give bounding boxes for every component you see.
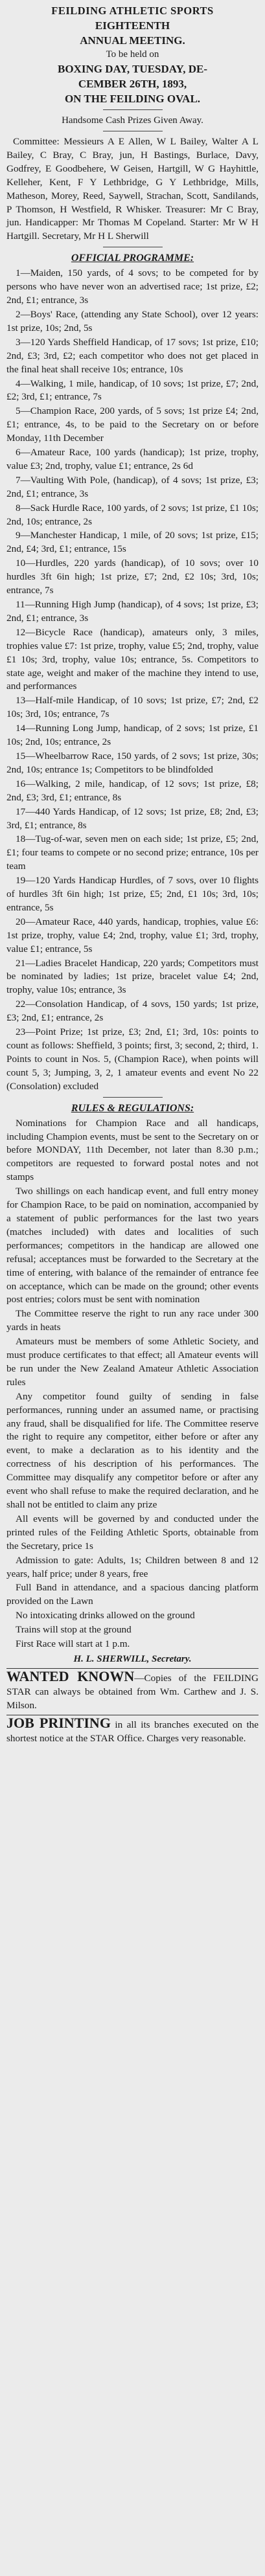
venue-line: ON THE FEILDING OVAL.: [64, 93, 201, 105]
rule-paragraph: Nominations for Champion Race and all handicaps, including Champion events, must be sent to the Secretary on or before MONDAY, 11th December, not later than 8.30 p.m.; competitors are requested to forward postal notes and not stamps: [6, 1117, 259, 1183]
prizes-line: Handsome Cash Prizes Given Away.: [62, 115, 203, 126]
rule-paragraph: Any competitor found guilty of sending in false performances, running under an assumed name, or practising any fraud, shall be disqualified for life. The Committee reserve the right to require any competitor, either before or after any event, to make a declaration as to his identity and the correctness of his description of his performances. The Committee may disqualify any competitor before or after any event who shall refuse to make the required declaration, and he shall not be entitled to claim any prize: [6, 1390, 259, 1510]
rule-paragraph: Two shillings on each handicap event, and full entry money for Champion Race, to be paid on nomination, accompanied by a statement of public performances for the last two years (matches included) with dates and localities of such performances; competitors in the handicap are allowed one refusal; acceptances must be forwarded to the Secretary at the time of entering, with balance of the remainder of entrance fee on acceptance, which can be made on the ground; other events post entries; colors must be sent with nomination: [6, 1186, 259, 1305]
rule-paragraph: Full Band in attendance, and a spacious dancing platform provided on the Lawn: [6, 1582, 259, 1607]
rule-paragraph: The Committee reserve the right to run any race under 300 yards in heats: [6, 1308, 259, 1333]
programme-event: 5—Champion Race, 200 yards, of 5 sovs; 1st prize £4; 2nd, £1; entrance, 4s, to be paid to the Secretary on or before Monday, 11th December: [6, 405, 259, 444]
advert-subhead-2: ANNUAL MEETING.: [80, 34, 185, 47]
programme-event: 9—Manchester Handicap, 1 mile, of 20 sovs; 1st prize, £15; 2nd, £4; 3rd, £1; entrance, 15s: [6, 530, 259, 555]
rule-paragraph: Trains will stop at the ground: [16, 1624, 132, 1636]
programme-event: 12—Bicycle Race (handicap), amateurs only, 3 miles, trophies value £7: 1st prize, trophy, value £5; 2nd, trophy, value £1 10s; 3rd, trophy, value 10s; entrance, 5s. Competitors to state age, weight and maker of the machine they intend to use, and performances: [6, 626, 259, 692]
rule-paragraph: All events will be governed by and conducted under the printed rules of the Feilding Athletic Sports, obtainable from the Secretary, price 1s: [6, 1513, 259, 1552]
divider: [103, 1097, 163, 1098]
programme-event: 21—Ladies Bracelet Handicap, 220 yards; Competitors must be nominated by ladies; 1st prize, bracelet value £4; 2nd, trophy, value 10s; entrance, 3s: [6, 957, 259, 996]
rule-paragraph: First Race will start at 1 p.m.: [16, 1638, 130, 1650]
programme-event: 17—440 Yards Handicap, of 12 sovs; 1st prize, £8; 2nd, £3; 3rd, £1; entrance, 8s: [6, 806, 259, 831]
programme-event: 11—Running High Jump (handicap), of 4 sovs; 1st prize, £3; 2nd, £1; entrance, 3s: [6, 599, 259, 624]
programme-event: 3—120 Yards Sheffield Handicap, of 17 sovs; 1st prize, £10; 2nd, £3; 3rd, £2; each competitor who does not get placed in the final heat shall receive 10s; entrance, 10s: [6, 336, 259, 375]
job-printing-advert: [6, 1715, 259, 1746]
wanted-known-lead: WANTED KNOWN: [6, 1667, 135, 1684]
rule-paragraph: Amateurs must be members of some Athletic Society, and must produce certificates to that effect; all Amateur events will be run under the New Zealand Amateur Athletic Association rules: [6, 1336, 259, 1388]
programme-event: 2—Boys' Race, (attending any State School), over 12 years: 1st prize, 10s; 2nd, 5s: [6, 308, 259, 333]
programme-event: 20—Amateur Race, 440 yards, handicap, trophies, value £6: 1st prize, trophy, value £4; 2nd, trophy, value £1; 3rd, trophy, value £1; entrance, 5s: [6, 916, 259, 955]
programme-event: 1—Maiden, 150 yards, of 4 sovs; to be competed for by persons who have never won an advertised race; 1st prize, £2; 2nd, £1; entrance, 3s: [6, 267, 259, 306]
programme-event: 4—Walking, 1 mile, handicap, of 10 sovs; 1st prize, £7; 2nd, £2; 3rd, £1; entrance, 7s: [6, 378, 259, 403]
programme-event: 22—Consolation Handicap, of 4 sovs, 150 yards; 1st prize, £3; 2nd, £1; entrance, 2s: [6, 999, 259, 1024]
programme-list: [6, 267, 259, 1093]
date-line-1: BOXING DAY, TUESDAY, DE-: [57, 63, 207, 75]
programme-event: 14—Running Long Jump, handicap, of 2 sovs; 1st prize, £1 10s; 2nd, 10s; entrance, 2s: [6, 723, 259, 748]
programme-event: 6—Amateur Race, 100 yards (handicap); 1st prize, trophy, value £3; 2nd, trophy, value £1; entrance, 2s 6d: [6, 447, 259, 471]
programme-event: 10—Hurdles, 220 yards (handicap), of 10 sovs; over 10 hurdles 3ft 6in high; 1st prize, £7; 2nd, £2 10s; 3rd, 10s; entrance, 7s: [6, 558, 259, 596]
rules-list: [6, 1117, 259, 1651]
advert-subhead-1: EIGHTEENTH: [95, 19, 170, 32]
job-printing-text: in all its branches executed on the shortest notice at the STAR Office. Charges very reasonable.: [6, 1719, 259, 1744]
programme-event: 13—Half-mile Handicap, of 10 sovs; 1st prize, £7; 2nd, £2 10s; 3rd, 10s; entrance, 7s: [6, 695, 259, 720]
rule-paragraph: Admission to gate: Adults, 1s; Children between 8 and 12 years, half price; under 8 years, free: [6, 1554, 259, 1579]
programme-event: 19—120 Yards Handicap Hurdles, of 7 sovs, over 10 flights of hurdles 3ft 6in high; 1st prize, £5; 2nd, £1 10s; 3rd, 10s; entrance, 5s: [6, 875, 259, 913]
job-printing-lead: JOB PRINTING: [6, 1714, 111, 1731]
divider: [103, 109, 163, 110]
wanted-known-advert: [6, 1668, 259, 1713]
programme-event: 7—Vaulting With Pole, (handicap), of 4 sovs; 1st prize, £3; 2nd, £1; entrance, 3s: [6, 474, 259, 499]
programme-event: 18—Tug-of-war, seven men on each side; 1st prize, £5; 2nd, £1; four teams to compete or no second prize; entrance, 10s per team: [6, 833, 259, 872]
programme-event: 15—Wheelbarrow Race, 150 yards, of 2 sovs; 1st prize, 30s; 2nd, 10s; entrance 1s; Competitors to be blindfolded: [6, 750, 259, 775]
committee-paragraph: Committee: Messieurs A E Allen, W L Bailey, Walter A L Bailey, C Bray, C Bray, jun, H Bastings, Burlace, Davy, Godfrey, E Goodbehere, W Geisen, Hartgill, W G Hayhittle, Kelleher, Kent, F Y Lethbridge, G Y Lethbridge, Mills, Matheson, Morey, Reed, Saywell, Strachan, Scott, Sandilands, P Thomson, H Westfield, R Whisker. Treasurer: Mr C Bray, jun. Handicapper: Mr Thomas M Copeland. Starter: Mr W H Hartgill. Secretary, Mr H L Sherwill: [6, 136, 259, 242]
rule-paragraph: No intoxicating drinks allowed on the ground: [16, 1610, 195, 1621]
secretary-signature: H. L. SHERWILL, Secretary.: [73, 1653, 192, 1664]
wanted-known-text: —Copies of the FEILDING STAR can always be obtained from Wm. Carthew and J. S. Milson.: [6, 1672, 259, 1711]
advert-headline: FEILDING ATHLETIC SPORTS: [51, 5, 214, 17]
programme-event: 8—Sack Hurdle Race, 100 yards, of 2 sovs; 1st prize, £1 10s; 2nd, 10s; entrance, 2s: [6, 502, 259, 527]
to-be-held-line: To be held on: [106, 49, 159, 60]
programme-event: 23—Point Prize; 1st prize, £3; 2nd, £1; 3rd, 10s: points to count as follows: Sheffield, 3 points; first, 3; second, 2; third, 1. Points to count in Nos. 5, (Champion Race), when points will count 5, 3; Jumping, 3, 2, 1 amateur events and event No 22 (Consolation) excluded: [6, 1026, 259, 1092]
date-line-2: CEMBER 26TH, 1893,: [78, 78, 187, 90]
programme-event: 16—Walking, 2 mile, handicap, of 12 sovs; 1st prize, £8; 2nd, £3; 3rd, £1; entrance, 8s: [6, 778, 259, 803]
rules-heading: RULES & REGULATIONS:: [71, 1102, 194, 1114]
programme-heading: OFFICIAL PROGRAMME:: [71, 253, 194, 264]
